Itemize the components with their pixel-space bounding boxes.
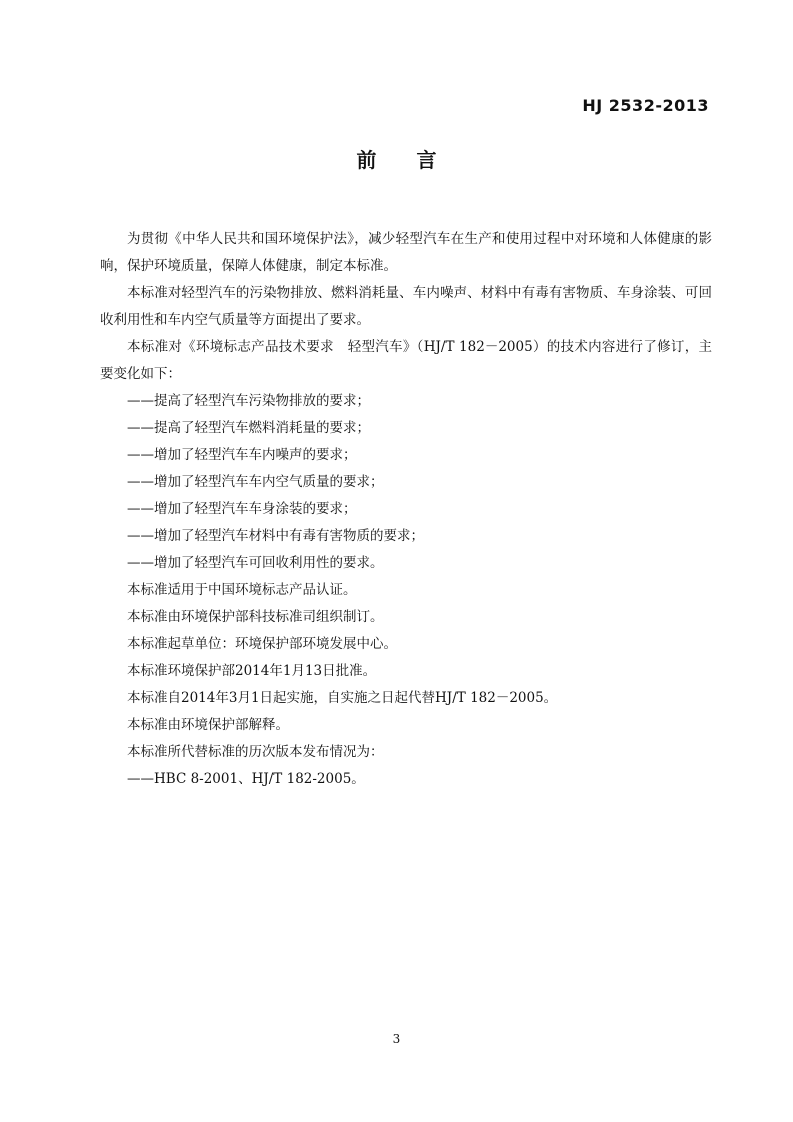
paragraph-applicability: 本标准适用于中国环境标志产品认证。 — [127, 582, 357, 598]
title-char-1: 前 — [356, 148, 377, 172]
title-char-2: 言 — [416, 148, 437, 172]
paragraph-revision: 本标准对《环境标志产品技术要求 轻型汽车》（HJ/T 182－2005）的技术内容进行了修订，主要变化如下： — [100, 339, 712, 382]
page-number: 3 — [392, 1032, 401, 1046]
change-item: ——增加了轻型汽车车内空气质量的要求； — [127, 474, 384, 490]
change-item: ——增加了轻型汽车车身涂装的要求； — [127, 501, 357, 517]
change-item: ——提高了轻型汽车燃料消耗量的要求； — [127, 420, 370, 436]
change-item: ——增加了轻型汽车材料中有毒有害物质的要求； — [127, 528, 424, 544]
paragraph-history: 本标准所代替标准的历次版本发布情况为： — [127, 744, 384, 760]
paragraph-purpose: 为贯彻《中华人民共和国环境保护法》，减少轻型汽车在生产和使用过程中对环境和人体健康的影响，保护环境质量，保障人体健康，制定本标准。 — [100, 231, 712, 274]
paragraph-drafter: 本标准起草单位：环境保护部环境发展中心。 — [127, 636, 397, 652]
page-title — [0, 144, 793, 173]
history-item: ——HBC 8-2001、HJ/T 182-2005。 — [127, 771, 365, 787]
change-item: ——增加了轻型汽车车内噪声的要求； — [127, 447, 357, 463]
standard-code: HJ 2532-2013 — [582, 96, 709, 115]
document-body — [100, 226, 712, 793]
paragraph-organizer: 本标准由环境保护部科技标准司组织制订。 — [127, 609, 384, 625]
paragraph-effective: 本标准自2014年3月1日起实施，自实施之日起代替HJ/T 182－2005。 — [127, 690, 558, 706]
change-item: ——提高了轻型汽车污染物排放的要求； — [127, 393, 370, 409]
paragraph-scope: 本标准对轻型汽车的污染物排放、燃料消耗量、车内噪声、材料中有毒有害物质、车身涂装、可回收利用性和车内空气质量等方面提出了要求。 — [100, 285, 712, 328]
change-item: ——增加了轻型汽车可回收利用性的要求。 — [127, 555, 384, 571]
paragraph-interpretation: 本标准由环境保护部解释。 — [127, 717, 289, 733]
paragraph-approval: 本标准环境保护部2014年1月13日批准。 — [127, 663, 377, 679]
